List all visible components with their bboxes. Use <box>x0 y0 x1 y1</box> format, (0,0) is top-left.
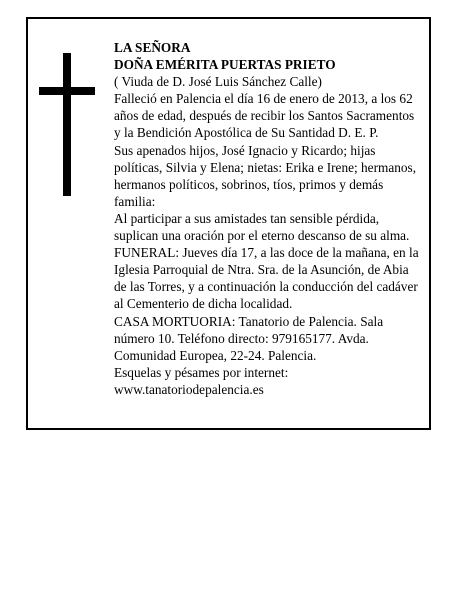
death-announcement: Falleció en Palencia el día 16 de enero de 2013, a los 62 años de edad, después de recibir los Santos Sacramentos y la Bendición Apostólica de Su Santidad D. E. P. <box>114 91 415 141</box>
family-list: Sus apenados hijos, José Ignacio y Ricardo; hijas políticas, Silvia y Elena; nietas: Erika e Irene; hermanos, hermanos políticos, sobrinos, tíos, primos y demás familia: <box>114 142 417 209</box>
funeral-home-details: CASA MORTUORIA: Tanatorio de Palencia. Sala número 10. Teléfono directo: 979165177. Avda. Comunidad Europea, 22-24. Palencia. <box>114 313 384 363</box>
widow-of-line: ( Viuda de D. José Luis Sánchez Calle) <box>114 74 322 90</box>
deceased-name: DOÑA EMÉRITA PUERTAS PRIETO <box>114 57 336 73</box>
cross-vertical-bar <box>63 53 71 196</box>
funeral-details: FUNERAL: Jueves día 17, a las doce de la mañana, en la Iglesia Parroquial de Ntra. Sra. de la Asunción, de Abia de las Torres, y a continuación la conducción del cadáver al Cementerio de dicha localidad. <box>114 245 419 312</box>
online-condolences: Esquelas y pésames por internet: www.tanatoriodepalencia.es <box>114 364 289 397</box>
cross-horizontal-bar <box>39 87 95 95</box>
obituary-text <box>114 39 420 398</box>
prayer-request: Al participar a sus amistades tan sensible pérdida, suplican una oración por el eterno descanso de su alma. <box>114 210 410 244</box>
cross-icon <box>39 53 95 196</box>
header-title: LA SEÑORA <box>114 40 191 55</box>
